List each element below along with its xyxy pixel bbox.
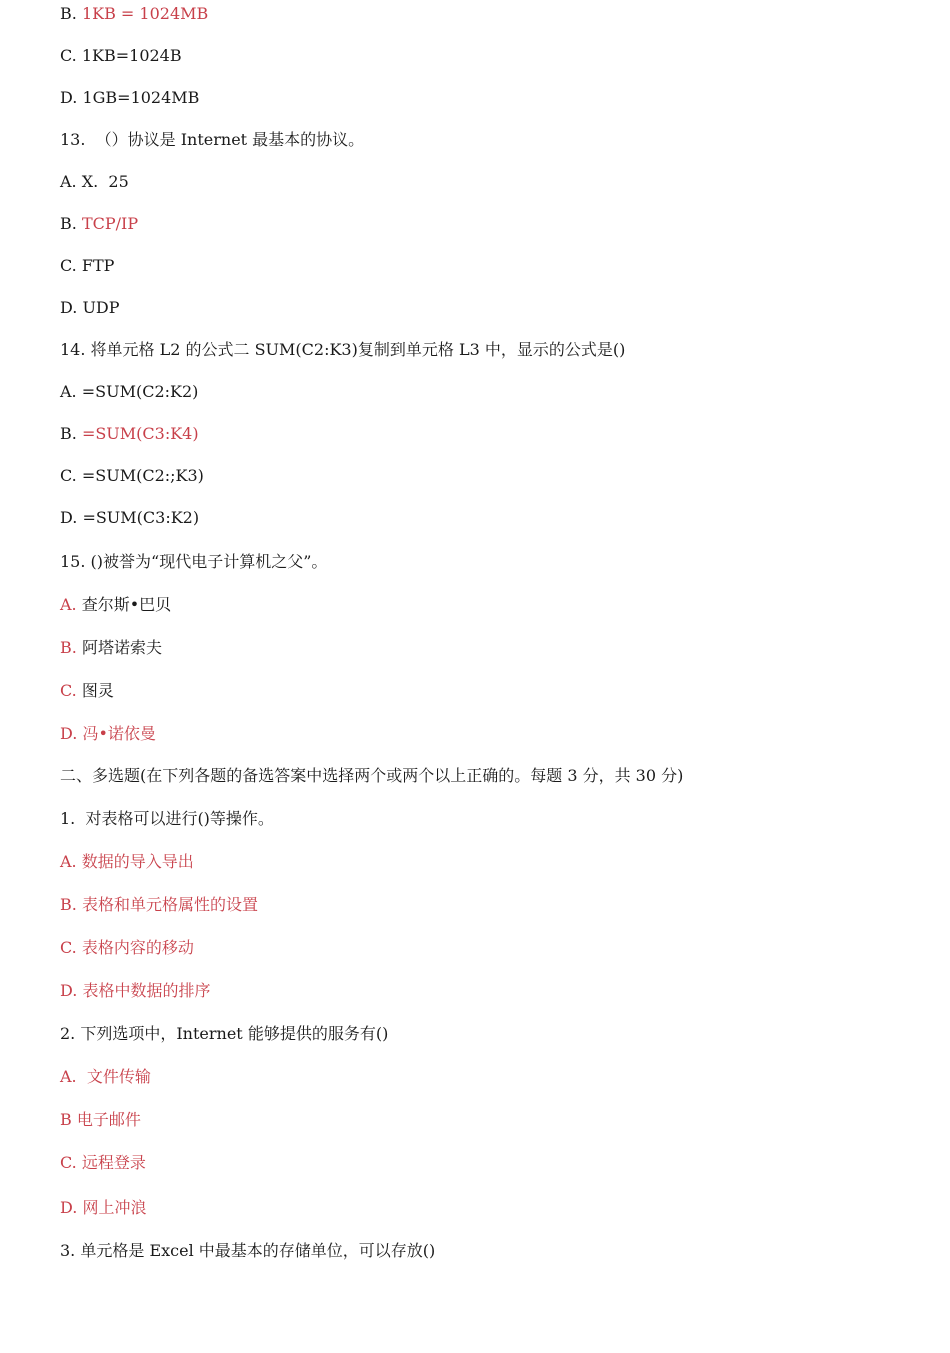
- option-line: [60, 595, 171, 615]
- question-number: 3.: [60, 1241, 81, 1260]
- option-line: [60, 256, 114, 276]
- option-label: B.: [60, 4, 82, 23]
- option-line: [60, 852, 194, 872]
- question-number: 14.: [60, 340, 91, 359]
- question-line: [60, 809, 274, 829]
- question-line: [60, 130, 364, 150]
- option-text: 图灵: [81, 681, 114, 700]
- section-heading: [60, 766, 683, 786]
- option-label: C.: [60, 681, 82, 700]
- section-title: 二、多选题(在下列各题的备选答案中选择两个或两个以上正确的。每题 3 分，共 30 分): [60, 766, 684, 785]
- option-text: 数据的导入导出: [81, 852, 194, 871]
- option-label: C.: [60, 46, 82, 65]
- option-line: [60, 1198, 146, 1218]
- option-line: [60, 938, 194, 958]
- option-label: D.: [60, 298, 83, 317]
- option-line: [60, 424, 199, 444]
- option-line: [60, 382, 198, 402]
- question-text: 下列选项中，Internet 能够提供的服务有(): [80, 1024, 389, 1043]
- option-text: UDP: [82, 298, 120, 317]
- question-line: [60, 1241, 435, 1261]
- option-line: [60, 981, 210, 1001]
- option-text: 表格内容的移动: [81, 938, 194, 957]
- option-label: C.: [60, 938, 82, 957]
- option-text: 1GB=1024MB: [82, 88, 200, 107]
- option-label: A.: [60, 1067, 87, 1086]
- option-text: 1KB = 1024MB: [81, 4, 209, 23]
- option-text: 阿塔诺索夫: [81, 638, 162, 657]
- question-number: 1.: [60, 809, 86, 828]
- option-text: =SUM(C2:K2): [81, 382, 199, 401]
- question-text: 单元格是 Excel 中最基本的存储单位，可以存放(): [80, 1241, 436, 1260]
- option-line: [60, 466, 204, 486]
- option-line: [60, 46, 182, 66]
- option-label: D.: [60, 724, 83, 743]
- option-line: [60, 214, 138, 234]
- option-label: A.: [60, 172, 82, 191]
- option-label: C.: [60, 466, 82, 485]
- question-number: 2.: [60, 1024, 81, 1043]
- option-label: D.: [60, 1198, 83, 1217]
- question-number: 13.: [60, 130, 96, 149]
- option-line: [60, 1153, 146, 1173]
- option-label: B.: [60, 214, 82, 233]
- option-text: 网上冲浪: [82, 1198, 147, 1217]
- question-number: 15.: [60, 552, 91, 571]
- option-label: C.: [60, 256, 82, 275]
- option-line: [60, 638, 162, 658]
- option-line: [60, 88, 199, 108]
- option-label: D.: [60, 508, 83, 527]
- option-text: 查尔斯•巴贝: [81, 595, 172, 614]
- option-label: D.: [60, 981, 83, 1000]
- option-text: =SUM(C3:K4): [81, 424, 199, 443]
- option-text: 文件传输: [86, 1067, 151, 1086]
- option-label: D.: [60, 88, 83, 107]
- option-text: 表格中数据的排序: [82, 981, 211, 1000]
- option-label: B.: [60, 424, 82, 443]
- option-text: X. 25: [81, 172, 129, 191]
- question-text: ()被誉为“现代电子计算机之父”。: [90, 552, 328, 571]
- option-label: B.: [60, 638, 82, 657]
- question-text: 将单元格 L2 的公式二 SUM(C2:K3)复制到单元格 L3 中，显示的公式是(): [90, 340, 626, 359]
- question-line: [60, 1024, 388, 1044]
- option-text: 远程登录: [81, 1153, 146, 1172]
- option-line: [60, 681, 114, 701]
- option-line: [60, 508, 199, 528]
- option-text: =SUM(C3:K2): [82, 508, 200, 527]
- option-text: TCP/IP: [81, 214, 139, 233]
- option-text: 表格和单元格属性的设置: [81, 895, 258, 914]
- option-label: A.: [60, 595, 82, 614]
- option-line: [60, 1110, 141, 1130]
- question-text: （）协议是 Internet 最基本的协议。: [95, 130, 365, 149]
- option-text: =SUM(C2:;K3): [81, 466, 204, 485]
- option-text: 1KB=1024B: [81, 46, 182, 65]
- option-label: B: [60, 1110, 77, 1129]
- option-text: 冯•诺依曼: [82, 724, 156, 743]
- option-line: [60, 1067, 151, 1087]
- option-text: FTP: [81, 256, 115, 275]
- option-label: A.: [60, 382, 82, 401]
- question-text: 对表格可以进行()等操作。: [85, 809, 274, 828]
- option-label: C.: [60, 1153, 82, 1172]
- option-line: [60, 172, 129, 192]
- option-label: A.: [60, 852, 82, 871]
- option-line: [60, 724, 156, 744]
- option-text: 电子邮件: [76, 1110, 141, 1129]
- option-line: [60, 4, 208, 24]
- option-label: B.: [60, 895, 82, 914]
- question-line: [60, 340, 625, 360]
- option-line: [60, 895, 258, 915]
- question-line: [60, 552, 327, 572]
- option-line: [60, 298, 120, 318]
